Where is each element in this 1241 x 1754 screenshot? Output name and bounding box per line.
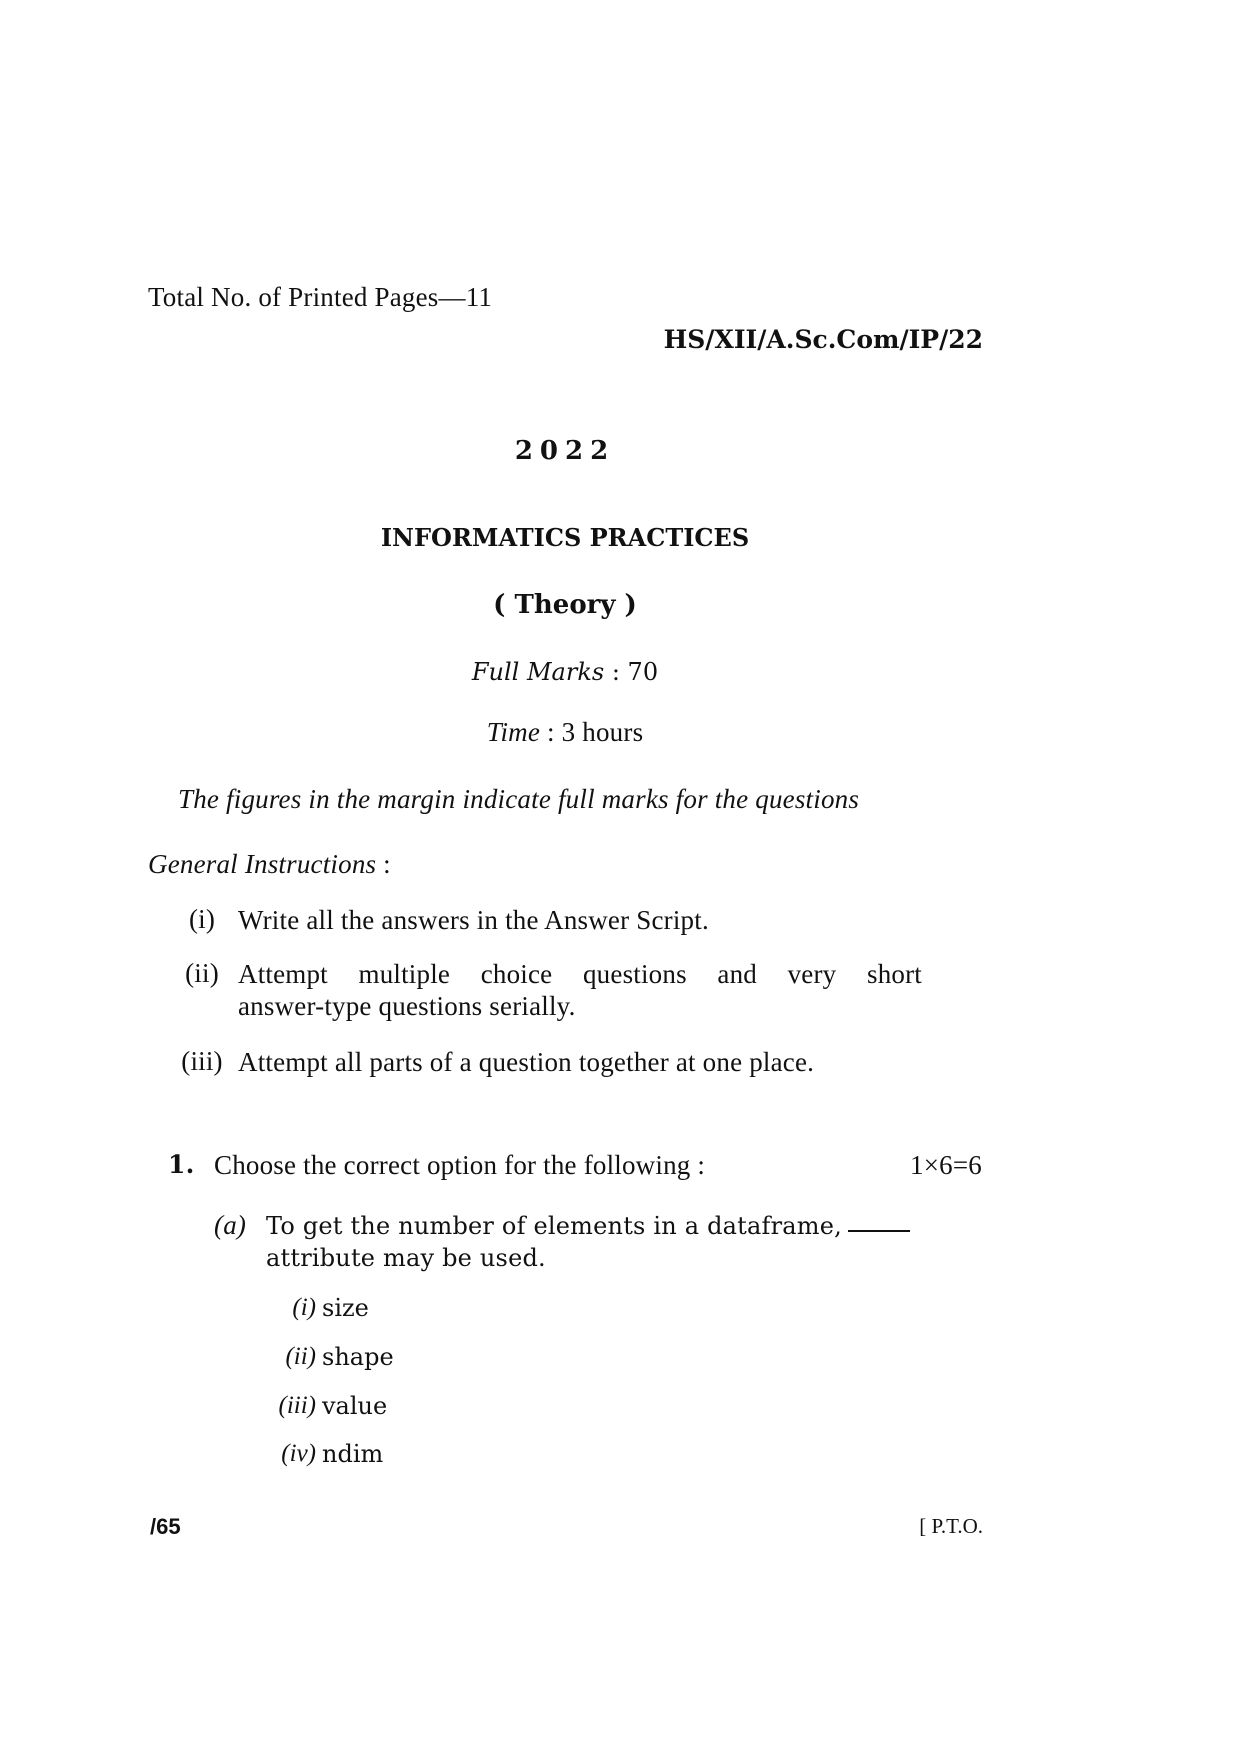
general-instructions-colon: : [376, 849, 391, 879]
option-i [260, 1294, 560, 1328]
full-marks [0, 658, 1130, 686]
part-text-line2: attribute may be used. [266, 1244, 546, 1272]
please-turn-over: [ P.T.O. [919, 1514, 983, 1538]
question-number: 1. [168, 1150, 195, 1179]
option-iv [260, 1440, 560, 1474]
instruction-text: Attempt all parts of a question together at one place. [238, 1047, 815, 1077]
answer-blank [848, 1230, 910, 1232]
option-iii [260, 1392, 560, 1426]
instruction-number: (i) [188, 904, 216, 934]
option-value: shape [322, 1343, 394, 1371]
option-value: size [322, 1294, 369, 1322]
option-label: (iii) [278, 1392, 316, 1419]
option-value: ndim [322, 1440, 384, 1468]
option-label: (i) [292, 1294, 316, 1321]
instruction-number: (ii) [185, 958, 219, 988]
full-marks-value: : 70 [604, 658, 659, 686]
subject-title: INFORMATICS PRACTICES [380, 523, 750, 552]
part-text: To get the number of elements in a dataframe, [266, 1212, 842, 1240]
general-instructions-label: General Instructions [148, 849, 377, 879]
instruction-text-line1: Attempt multiple choice questions and very short [238, 959, 922, 989]
option-label: (iv) [281, 1440, 316, 1467]
time-allowed [0, 717, 1130, 748]
time-value: : 3 hours [540, 717, 644, 747]
exam-year: 2022 [514, 436, 616, 466]
full-marks-label: Full Marks [471, 658, 605, 686]
question-marks: 1×6=6 [910, 1150, 982, 1180]
part-label: (a) [214, 1210, 247, 1240]
footer-code: /65 [150, 1514, 181, 1539]
part-text-line1 [266, 1210, 926, 1242]
instruction-text-line2: answer-type questions serially. [238, 991, 576, 1021]
margin-note: The figures in the margin indicate full marks for the questions [178, 784, 860, 814]
paper-type: ( Theory ) [493, 590, 637, 620]
paper-code: HS/XII/A.Sc.Com/IP/22 [663, 325, 983, 354]
option-ii [260, 1343, 560, 1377]
option-label: (ii) [285, 1343, 316, 1370]
general-instructions-title [148, 849, 391, 880]
instruction-number: (iii) [181, 1046, 223, 1076]
printed-pages-count: Total No. of Printed Pages—11 [148, 282, 493, 312]
option-value: value [322, 1392, 388, 1420]
time-label: Time [486, 717, 541, 747]
question-text: Choose the correct option for the following : [214, 1150, 706, 1180]
instruction-text: Write all the answers in the Answer Script. [238, 905, 709, 935]
